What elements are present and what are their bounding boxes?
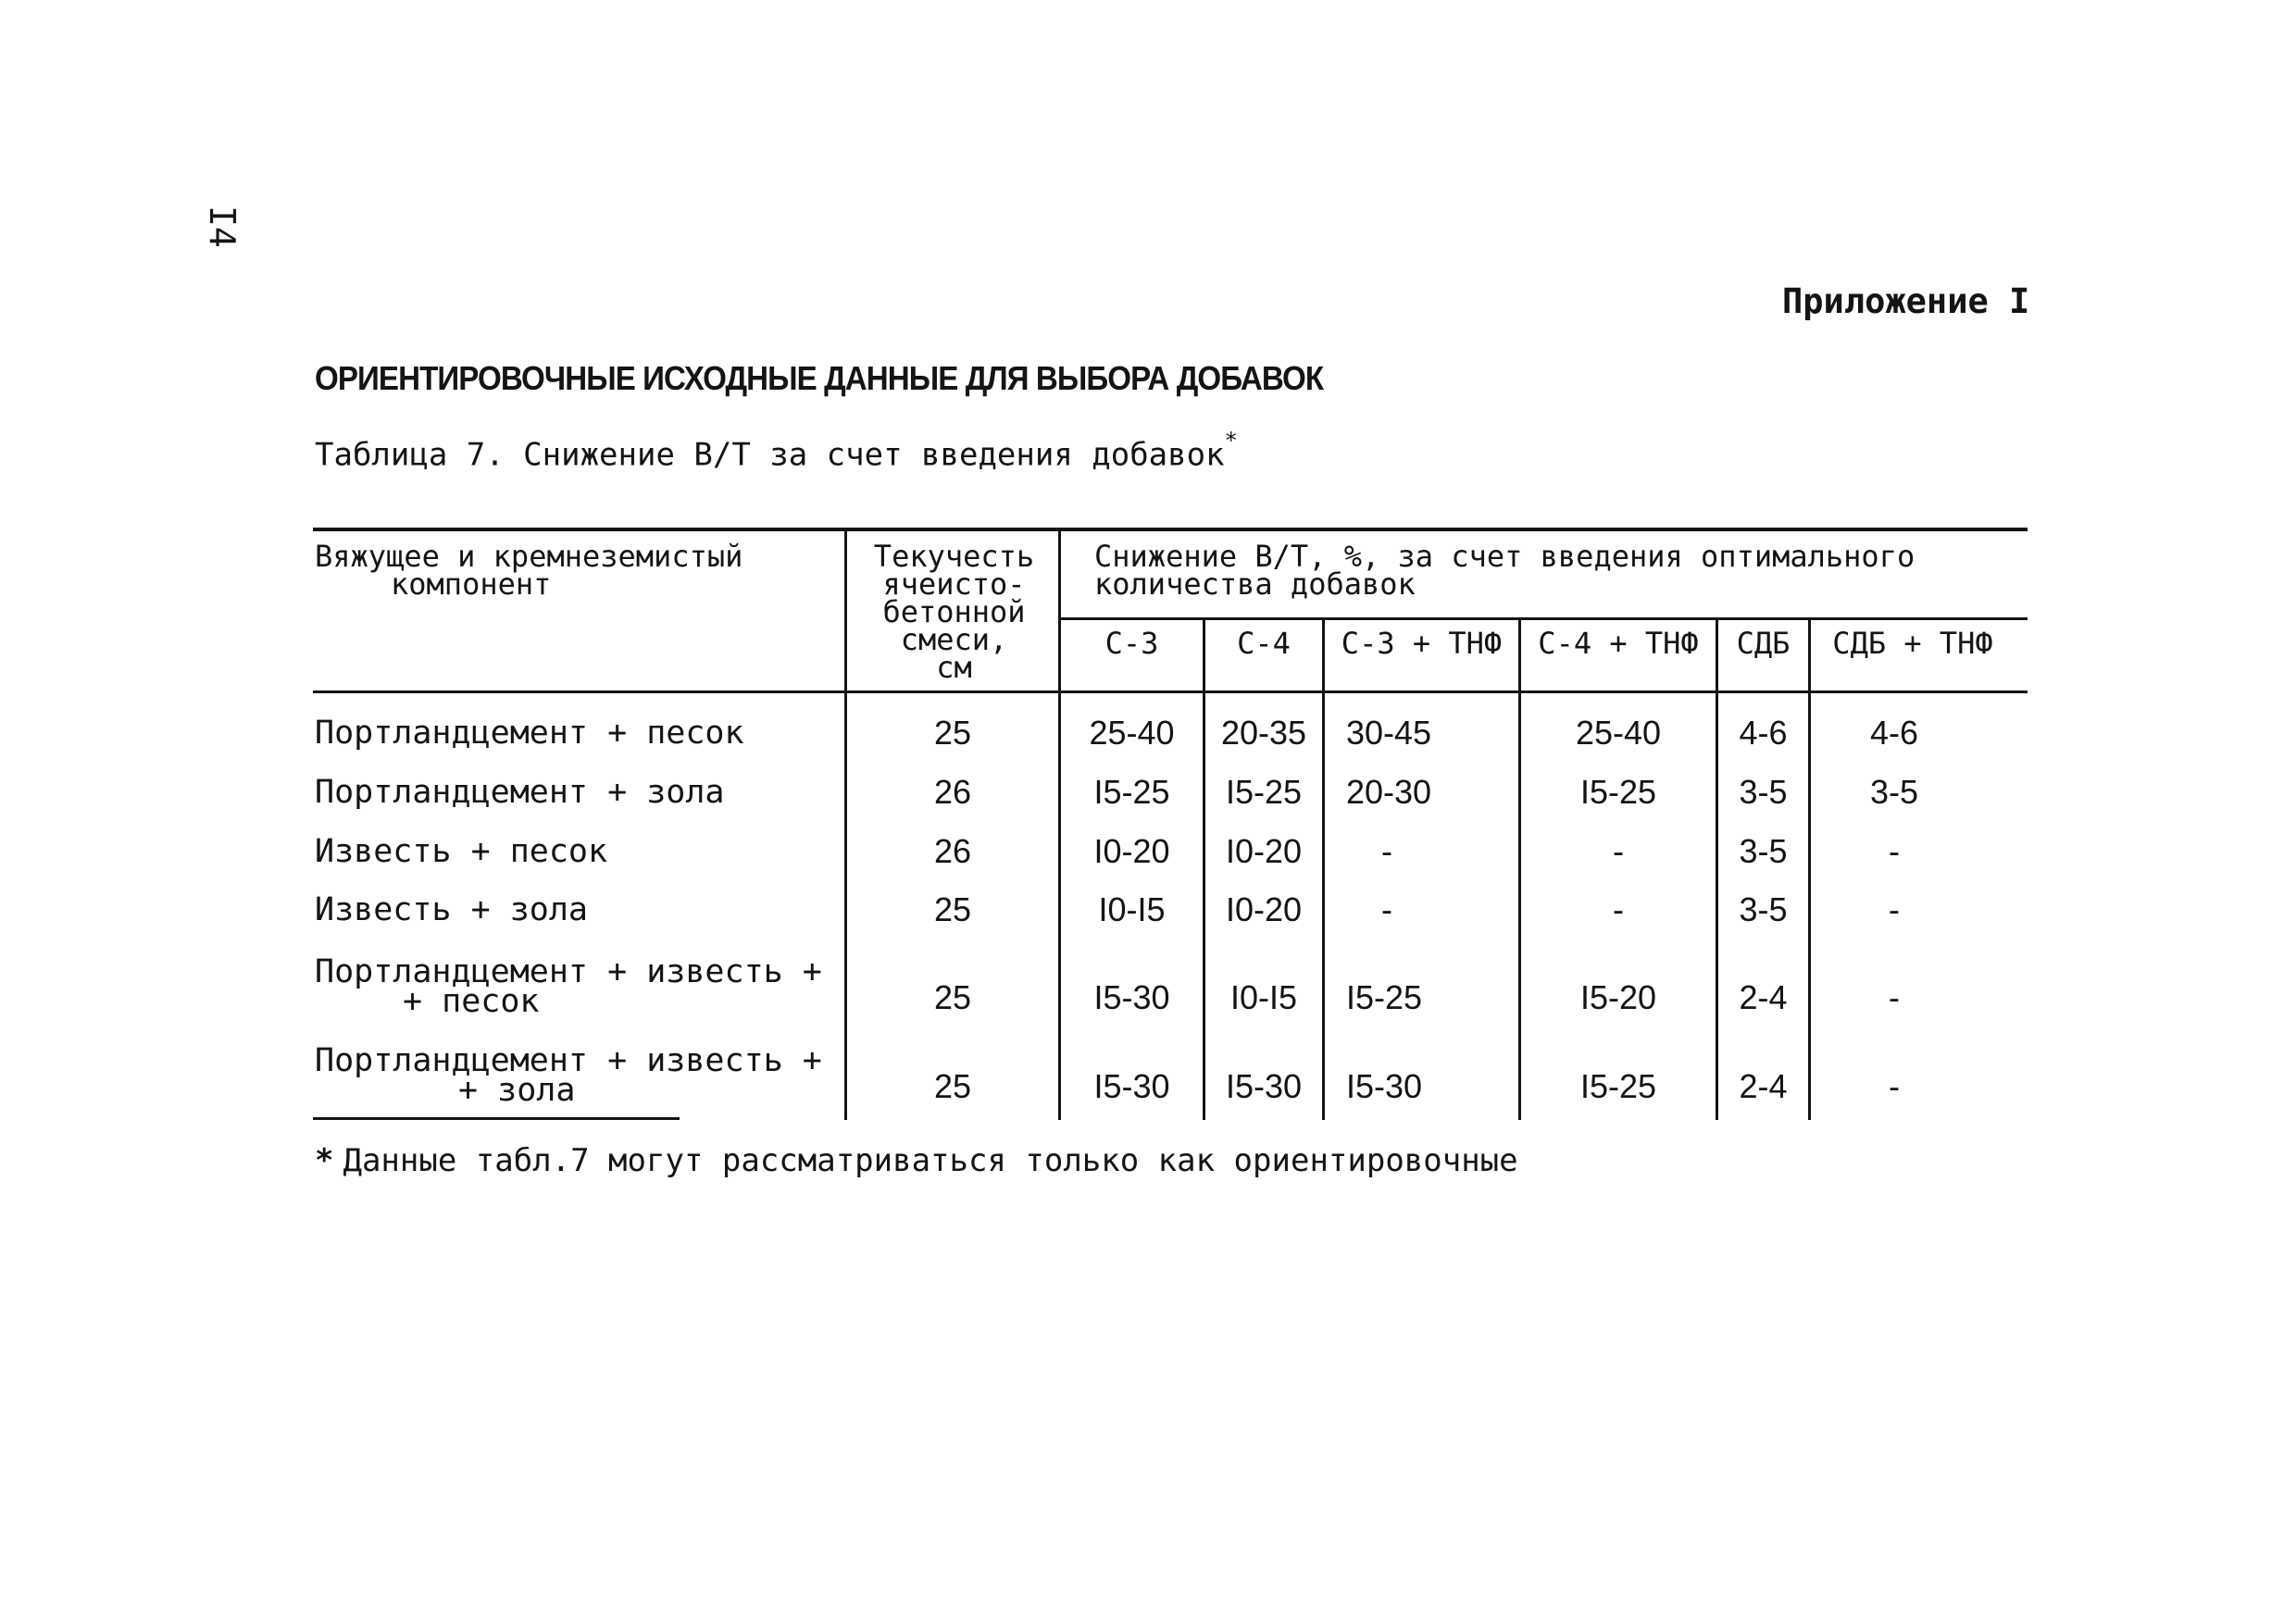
row-5-c4: I0-I5 [1229,978,1298,1016]
subheader-sdb-tnf: СДБ + ТНФ [1832,626,1993,661]
row-5-c4-tnf: I5-20 [1579,978,1657,1016]
row-6-component [315,1042,822,1109]
row-1-c4: 20-35 [1220,714,1307,752]
header-flowability-line1: Текучесть [873,539,1035,574]
row-2-c3: I5-25 [1093,773,1170,811]
header-flowability-line4: смеси, [900,622,1008,657]
row-6-c3: I5-30 [1093,1067,1170,1105]
appendix-label: Приложение I [1782,281,2030,321]
row-5-component-line2: + песок [403,983,540,1020]
row-6-sdb: 2-4 [1739,1067,1788,1105]
row-4-sdb-tnf: - [1889,890,1900,928]
row-5-component-line1: Портландцемент + известь + [315,953,822,990]
header-binder-component [315,539,743,602]
row-6-component-line2: + зола [458,1072,576,1109]
header-flowability-line5: см [936,650,972,685]
row-6-c3-tnf: I5-30 [1346,1067,1423,1105]
row-1-component: Портландцемент + песок [315,715,744,752]
row-5-c3: I5-30 [1093,978,1170,1016]
header-bottom-rule [313,690,2028,693]
row-5-c3-tnf: I5-25 [1346,978,1423,1016]
footnote-mark: * [315,1142,334,1179]
row-4-c3: I0-I5 [1098,890,1166,928]
row-6-flowability: 25 [933,1067,972,1105]
row-4-c4-tnf: - [1613,890,1624,928]
column-divider-sdb-tnf [1808,618,1811,1120]
row-1-sdb-tnf: 4-6 [1869,714,1919,752]
row-3-c4-tnf: - [1613,832,1624,870]
row-3-c4: I0-20 [1225,832,1303,870]
header-binder-line2: компонент [391,566,552,602]
row-3-flowability: 26 [933,832,972,870]
row-3-sdb-tnf: - [1889,832,1900,870]
footnote-text: Данные табл.7 могут рассматриваться только как ориентировочные [343,1142,1518,1179]
row-4-flowability: 25 [933,890,972,928]
header-group-line1: Снижение В/Т, %, за счет введения оптимального [1094,539,1915,574]
subheader-c4-tnf: С-4 + ТНФ [1538,626,1699,661]
row-6-c4: I5-30 [1225,1067,1303,1105]
column-divider-flow [844,529,847,1120]
subheader-c4: С-4 [1237,626,1291,661]
row-2-sdb: 3-5 [1739,773,1788,811]
row-3-component: Известь + песок [315,833,608,870]
row-2-c3-tnf: 20-30 [1346,773,1432,811]
document-heading: ОРИЕНТИРОВОЧНЫЕ ИСХОДНЫЕ ДАННЫЕ ДЛЯ ВЫБОРА ДОБАВОК [315,359,1324,397]
row-4-c4: I0-20 [1225,890,1303,928]
row-5-flowability: 25 [933,978,972,1016]
column-divider-sdb [1716,618,1718,1120]
row-2-flowability: 26 [933,773,972,811]
header-flowability [850,539,1058,685]
subheader-c3-tnf: С-3 + ТНФ [1341,626,1503,661]
header-flowability-line2: ячеисто- [882,566,1026,602]
row-2-c4-tnf: I5-25 [1579,773,1657,811]
header-group-line2: количества добавок [1094,566,1416,602]
table-bottom-short-rule [313,1117,680,1120]
row-4-component: Известь + зола [315,891,589,928]
header-flowability-line3: бетонной [882,594,1026,629]
row-2-sdb-tnf: 3-5 [1869,773,1919,811]
row-6-sdb-tnf: - [1889,1067,1900,1105]
table-footnote [315,1142,1518,1179]
row-1-flowability: 25 [933,714,972,752]
row-1-c4-tnf: 25-40 [1575,714,1662,752]
column-divider-c4-tnf [1518,618,1521,1120]
row-1-c3: 25-40 [1089,714,1175,752]
row-3-sdb: 3-5 [1739,832,1788,870]
table-caption [315,428,1238,474]
row-5-sdb-tnf: - [1889,978,1900,1016]
row-1-c3-tnf: 30-45 [1346,714,1432,752]
row-4-c3-tnf: - [1381,890,1392,928]
row-5-sdb: 2-4 [1739,978,1788,1016]
table-top-rule [313,528,2028,531]
row-4-sdb: 3-5 [1739,890,1788,928]
row-2-component: Портландцемент + зола [315,774,725,811]
table-caption-text: Таблица 7. Снижение В/Т за счет введения добавок [315,436,1225,474]
row-5-component [315,953,822,1020]
row-2-c4: I5-25 [1225,773,1303,811]
row-3-c3-tnf: - [1381,832,1392,870]
table-caption-footnote-mark: * [1224,428,1238,454]
subheader-c3: С-3 [1104,626,1159,661]
column-divider-group [1058,529,1061,1120]
row-1-sdb: 4-6 [1739,714,1788,752]
row-6-component-line1: Портландцемент + известь + [315,1042,822,1079]
column-divider-c3-tnf [1322,618,1325,1120]
row-3-c3: I0-20 [1093,832,1170,870]
header-binder-line1: Вяжущее и кремнеземистый [315,539,743,574]
page-number: I4 [202,205,243,248]
column-divider-c4 [1203,618,1205,1120]
header-wt-reduction-group [1094,539,1915,602]
row-6-c4-tnf: I5-25 [1579,1067,1657,1105]
subheader-sdb: СДБ [1736,626,1791,661]
